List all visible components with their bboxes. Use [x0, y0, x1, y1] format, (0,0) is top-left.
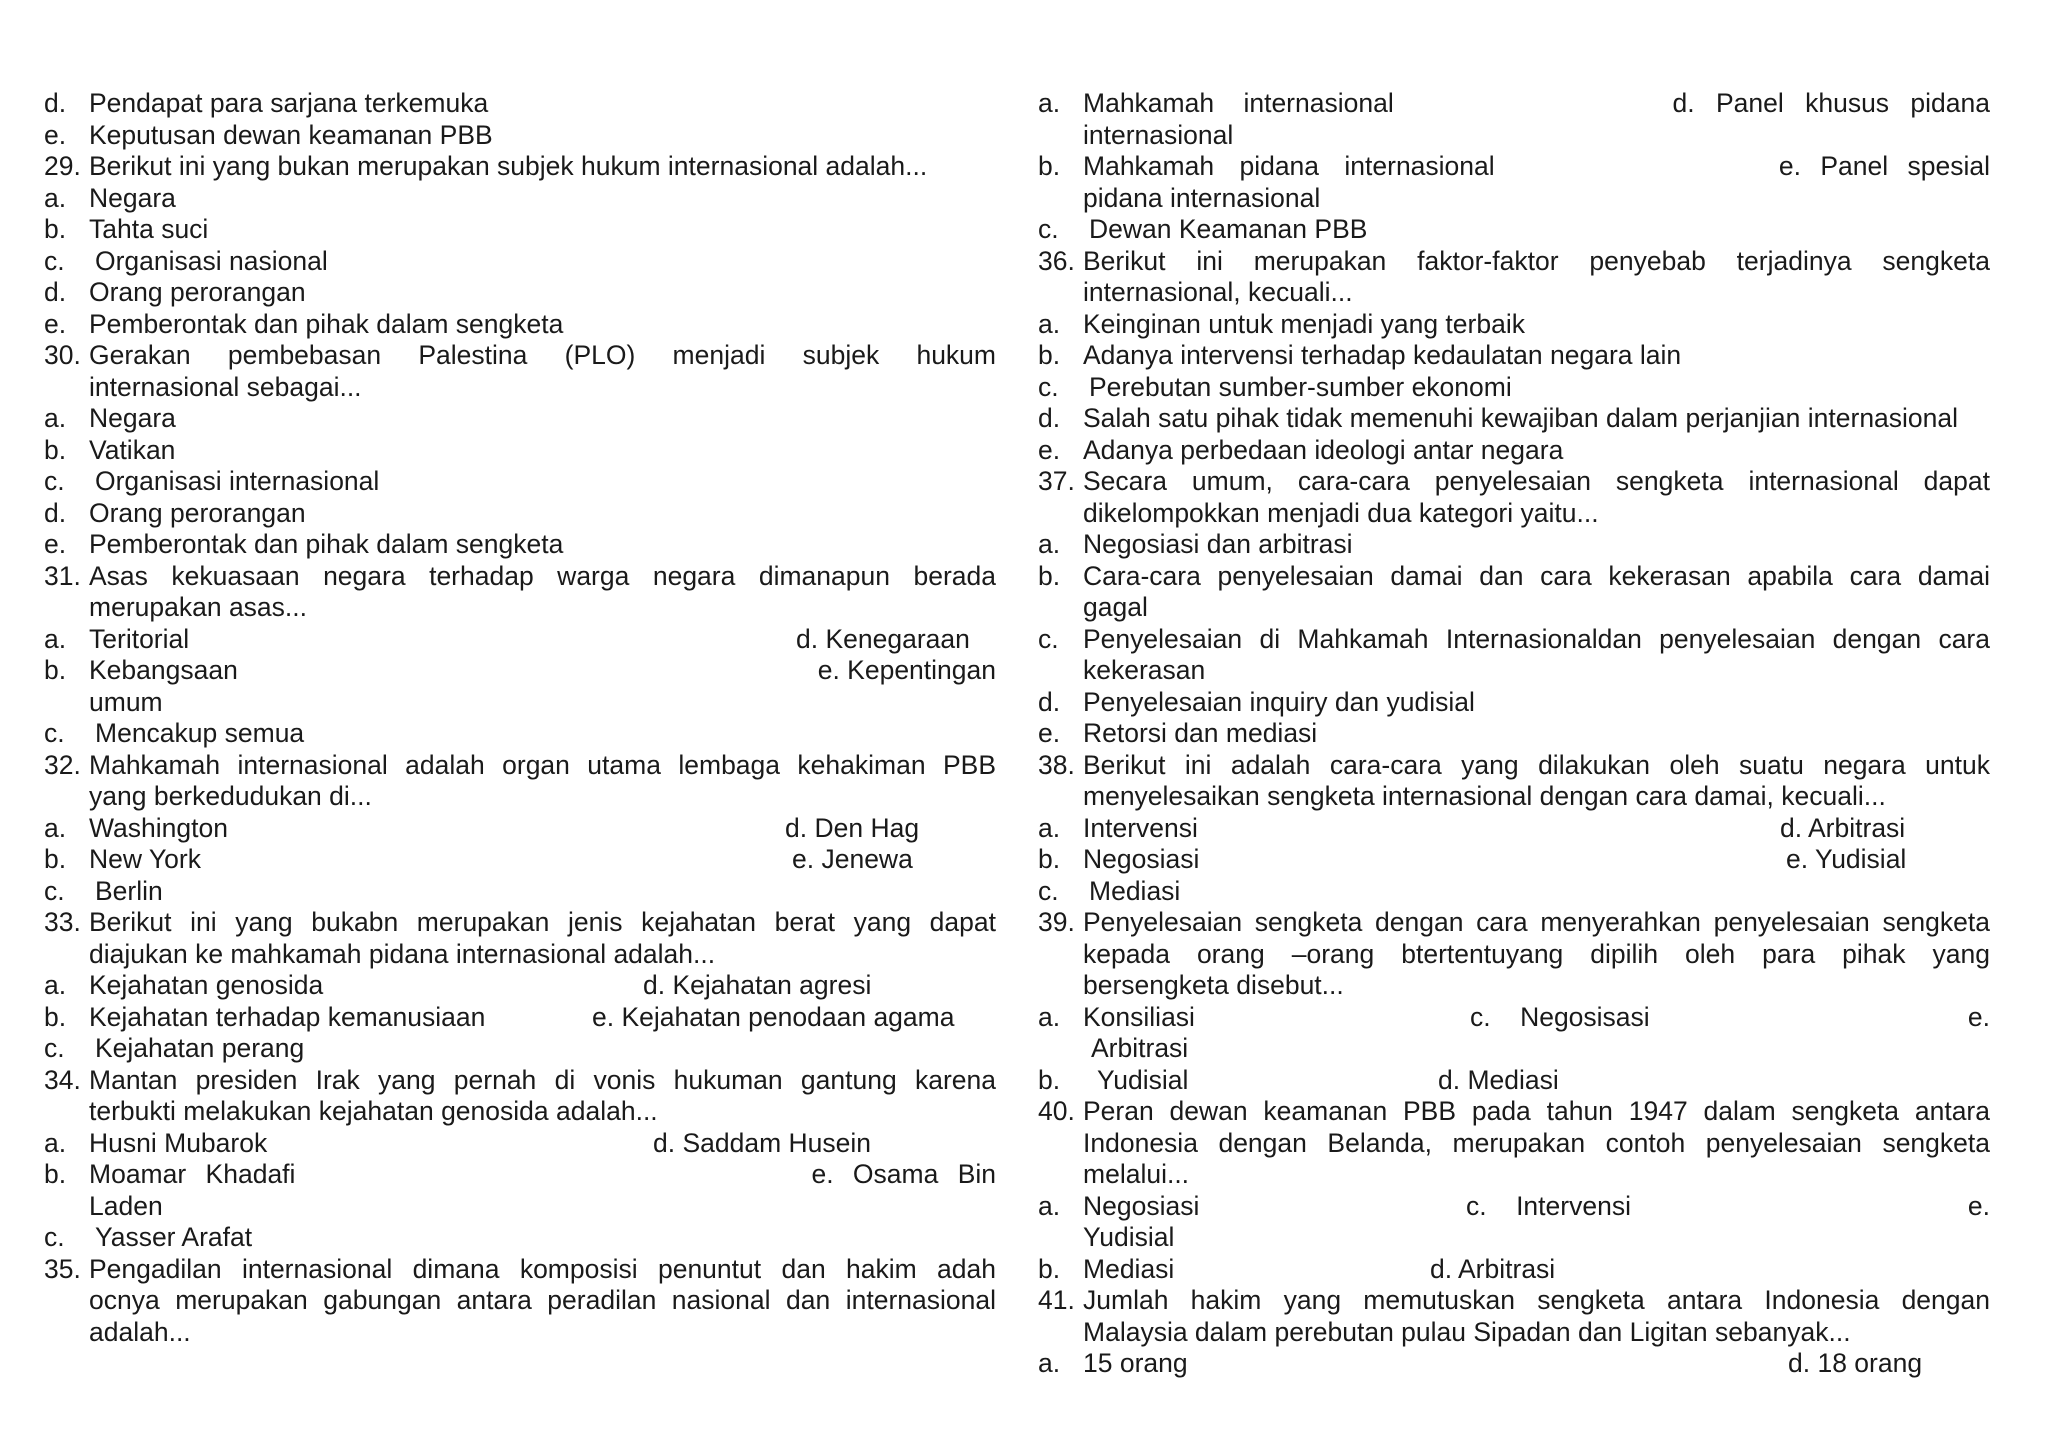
option-marker: c. [44, 875, 65, 906]
question-35-cont2 [44, 1317, 996, 1349]
option-text: Intervensi [1083, 812, 1198, 843]
option-text: e. Yudisial [1786, 844, 1907, 874]
option-text: Perebutan sumber-sumber ekonomi [1089, 371, 1512, 402]
question-39-cont [1038, 939, 1990, 971]
question-40 [1038, 1096, 1990, 1128]
option-text: c. Negosisasi [1470, 1001, 1650, 1032]
option-text: New York [89, 844, 201, 874]
option-marker: a. [44, 1127, 67, 1158]
question-text: adalah... [89, 1316, 191, 1347]
question-30-cont [44, 372, 996, 404]
option-marker: b. [1038, 1253, 1061, 1284]
option-37a [1038, 529, 1990, 561]
question-number: 38. [1038, 749, 1075, 780]
option-marker: b. [1038, 844, 1061, 874]
option-31b [44, 655, 996, 687]
option-marker: e. [1967, 1190, 1990, 1221]
option-text: gagal [1083, 592, 1148, 622]
question-text: Mantan presiden Irak yang pernah di vonis hukuman gantung karena [89, 1064, 996, 1095]
question-37-cont [1038, 498, 1990, 530]
question-39 [1038, 907, 1990, 939]
option-40a-cont [1038, 1222, 1990, 1254]
question-number: 36. [1038, 245, 1075, 276]
question-text: Mahkamah internasional adalah organ utama lembaga kehakiman PBB [89, 749, 996, 780]
option-37c-cont [1038, 655, 1990, 687]
option-text: Keinginan untuk menjadi yang terbaik [1083, 308, 1525, 339]
question-35-cont [44, 1285, 996, 1317]
option-30d [44, 498, 996, 530]
option-30b [44, 435, 996, 467]
question-text: Indonesia dengan Belanda, merupakan contoh penyelesaian sengketa [1083, 1127, 1990, 1158]
option-40a [1038, 1191, 1990, 1223]
option-text: d. Saddam Husein [653, 1127, 872, 1158]
option-text: 15 orang [1083, 1348, 1188, 1378]
option-text: Moamar Khadafi [89, 1159, 296, 1189]
option-28d [44, 88, 996, 120]
option-text: Organisasi internasional [95, 466, 380, 496]
question-text: Peran dewan keamanan PBB pada tahun 1947 dalam sengketa antara [1083, 1096, 1990, 1126]
option-text: e. Panel spesial [1778, 151, 1990, 181]
option-37b-cont [1038, 592, 1990, 624]
option-36d [1038, 403, 1990, 435]
option-text: Penyelesaian inquiry dan yudisial [1083, 686, 1475, 717]
option-36a [1038, 309, 1990, 341]
option-text: Yudisial [1097, 1064, 1189, 1095]
option-text: Tahta suci [89, 214, 209, 244]
question-number: 35. [44, 1253, 81, 1284]
option-text: Pemberontak dan pihak dalam sengketa [89, 529, 564, 559]
option-text: pidana internasional [1083, 182, 1321, 213]
option-text: d. Den Hag [785, 812, 920, 843]
option-37b [1038, 561, 1990, 593]
option-34a [44, 1128, 996, 1160]
option-text: kekerasan [1083, 655, 1206, 685]
option-marker: c. [44, 1033, 65, 1063]
option-marker: e. [44, 529, 67, 559]
question-40-cont2 [1038, 1159, 1990, 1191]
question-36-cont [1038, 277, 1990, 309]
right-column [1038, 88, 1990, 1380]
option-text: umum [89, 686, 163, 717]
option-text: d. Arbitrasi [1430, 1253, 1556, 1284]
option-35b-cont [1038, 183, 1990, 215]
question-number: 41. [1038, 1285, 1075, 1315]
option-marker: a. [1038, 812, 1061, 843]
option-text: Husni Mubarok [89, 1127, 268, 1158]
option-31a [44, 624, 996, 656]
option-33b [44, 1002, 996, 1034]
option-marker: e. [1038, 718, 1061, 748]
option-marker: e. [44, 119, 67, 150]
option-marker: b. [44, 434, 67, 465]
option-34b [44, 1159, 996, 1191]
question-34-cont [44, 1096, 996, 1128]
option-marker: d. [44, 277, 67, 307]
question-32-cont [44, 781, 996, 813]
option-33a [44, 970, 996, 1002]
question-number: 39. [1038, 907, 1075, 937]
option-36b [1038, 340, 1990, 372]
option-33c [44, 1033, 996, 1065]
option-text: d. Mediasi [1438, 1064, 1559, 1095]
option-29d [44, 277, 996, 309]
option-text: Mencakup semua [95, 718, 305, 748]
option-37e [1038, 718, 1990, 750]
question-text: yang berkedudukan di... [89, 781, 372, 811]
question-text: Berikut ini merupakan faktor-faktor penyebab terjadinya sengketa [1083, 245, 1990, 276]
option-text: Penyelesaian di Mahkamah Internasionaldan penyelesaian dengan cara [1083, 623, 1990, 654]
option-text: Dewan Keamanan PBB [1089, 214, 1368, 244]
option-text: c. Intervensi [1466, 1190, 1631, 1221]
option-38a [1038, 813, 1990, 845]
option-text: e. Jenewa [792, 844, 913, 874]
option-text: Teritorial [89, 623, 190, 654]
question-text: ocnya merupakan gabungan antara peradilan nasional dan internasional [89, 1285, 996, 1315]
option-marker: b. [1038, 151, 1061, 181]
option-text: Yudisial [1083, 1222, 1175, 1252]
question-40-cont [1038, 1128, 1990, 1160]
option-35a-cont [1038, 120, 1990, 152]
option-marker: d. [44, 497, 67, 528]
option-text: Orang perorangan [89, 277, 306, 307]
option-marker: a. [1038, 1348, 1061, 1378]
question-number: 37. [1038, 466, 1075, 496]
option-marker: b. [1038, 340, 1061, 370]
question-text: terbukti melakukan kejahatan genosida adalah... [89, 1096, 658, 1126]
option-28e [44, 120, 996, 152]
option-39a-cont [1038, 1033, 1990, 1065]
question-number: 34. [44, 1064, 81, 1095]
question-text: Penyelesaian sengketa dengan cara menyerahkan penyelesaian sengketa [1083, 907, 1990, 937]
option-29b [44, 214, 996, 246]
option-text: internasional [1083, 119, 1234, 150]
option-40b [1038, 1254, 1990, 1286]
option-31c [44, 718, 996, 750]
question-text: merupakan asas... [89, 592, 308, 622]
option-marker: e. [1967, 1001, 1990, 1032]
option-marker: a. [1038, 308, 1061, 339]
option-text: e. Kepentingan [817, 655, 996, 685]
option-marker: a. [1038, 88, 1061, 118]
question-text: kepada orang –orang btertentuyang dipilih oleh para pihak yang [1083, 938, 1990, 969]
option-30e [44, 529, 996, 561]
option-text: Negara [89, 403, 176, 433]
question-text: melalui... [1083, 1159, 1190, 1189]
question-31 [44, 561, 996, 593]
question-number: 40. [1038, 1096, 1075, 1126]
option-marker: c. [44, 245, 65, 276]
question-36 [1038, 246, 1990, 278]
option-text: e. Kejahatan penodaan agama [592, 1001, 955, 1032]
question-34 [44, 1065, 996, 1097]
option-30c [44, 466, 996, 498]
option-text: Kebangsaan [89, 655, 238, 685]
option-text: Negosiasi [1083, 844, 1200, 874]
option-text: Kejahatan terhadap kemanusiaan [89, 1001, 486, 1032]
question-text: dikelompokkan menjadi dua kategori yaitu... [1083, 497, 1599, 528]
question-number: 29. [44, 151, 81, 181]
option-41a [1038, 1348, 1990, 1380]
question-text: Malaysia dalam perebutan pulau Sipadan dan Ligitan sebanyak... [1083, 1316, 1851, 1347]
option-35c [1038, 214, 1990, 246]
option-text: Kejahatan perang [95, 1033, 305, 1063]
option-text: d. Kenegaraan [796, 623, 970, 654]
option-text: Orang perorangan [89, 497, 306, 528]
option-marker: a. [1038, 1190, 1061, 1221]
option-marker: c. [1038, 371, 1059, 402]
option-32b [44, 844, 996, 876]
option-marker: b. [44, 844, 67, 874]
option-text: d. 18 orang [1788, 1348, 1923, 1378]
option-29a [44, 183, 996, 215]
question-35 [44, 1254, 996, 1286]
question-30 [44, 340, 996, 372]
option-text: Mahkamah pidana internasional [1083, 151, 1495, 181]
option-text: Organisasi nasional [95, 245, 328, 276]
question-41 [1038, 1285, 1990, 1317]
option-text: Keputusan dewan keamanan PBB [89, 119, 493, 150]
option-text: d. Arbitrasi [1780, 812, 1906, 843]
left-column [44, 88, 996, 1348]
option-34c [44, 1222, 996, 1254]
option-marker: b. [44, 655, 67, 685]
option-marker: a. [44, 623, 67, 654]
option-text: d. Kejahatan agresi [643, 970, 872, 1000]
option-text: Kejahatan genosida [89, 970, 324, 1000]
option-text: e. Osama Bin [811, 1159, 996, 1189]
question-32 [44, 750, 996, 782]
question-number: 33. [44, 907, 81, 937]
option-marker: c. [44, 1222, 65, 1252]
option-marker: c. [1038, 214, 1059, 244]
option-text: Mahkamah internasional [1083, 88, 1394, 118]
question-text: menyelesaikan sengketa internasional dengan cara damai, kecuali... [1083, 781, 1886, 811]
option-36e [1038, 435, 1990, 467]
question-text: diajukan ke mahkamah pidana internasional adalah... [89, 938, 716, 969]
question-29 [44, 151, 996, 183]
option-text: Laden [89, 1190, 163, 1221]
question-text: Berikut ini yang bukan merupakan subjek hukum internasional adalah... [89, 151, 928, 181]
option-marker: c. [1038, 623, 1059, 654]
option-text: Mediasi [1089, 875, 1181, 906]
option-text: Vatikan [89, 434, 176, 465]
option-text: Adanya intervensi terhadap kedaulatan negara lain [1083, 340, 1682, 370]
option-text: Retorsi dan mediasi [1083, 718, 1318, 748]
option-32a [44, 813, 996, 845]
option-31b-cont [44, 687, 996, 719]
option-marker: e. [44, 308, 67, 339]
option-37d [1038, 687, 1990, 719]
option-marker: d. [1038, 403, 1061, 433]
option-marker: b. [44, 214, 67, 244]
option-38b [1038, 844, 1990, 876]
option-text: Negara [89, 182, 176, 213]
option-text: d. Panel khusus pidana [1672, 88, 1990, 118]
option-text: Salah satu pihak tidak memenuhi kewajiban dalam perjanjian internasional [1083, 403, 1959, 433]
option-text: Konsiliasi [1083, 1001, 1195, 1032]
question-text: Pengadilan internasional dimana komposisi penuntut dan hakim adah [89, 1253, 996, 1284]
option-39a [1038, 1002, 1990, 1034]
option-marker: a. [44, 182, 67, 213]
option-marker: d. [1038, 686, 1061, 717]
question-number: 30. [44, 340, 81, 370]
option-marker: b. [1038, 1064, 1061, 1095]
question-text: Berikut ini adalah cara-cara yang dilakukan oleh suatu negara untuk [1083, 749, 1990, 780]
option-marker: a. [1038, 1001, 1061, 1032]
question-text: Secara umum, cara-cara penyelesaian sengketa internasional dapat [1083, 466, 1990, 496]
option-marker: b. [44, 1159, 67, 1189]
option-marker: a. [44, 970, 67, 1000]
question-text: internasional sebagai... [89, 371, 362, 402]
option-29e [44, 309, 996, 341]
option-text: Cara-cara penyelesaian damai dan cara kekerasan apabila cara damai [1083, 560, 1990, 591]
option-text: Arbitrasi [1091, 1033, 1189, 1063]
option-text: Yasser Arafat [95, 1222, 253, 1252]
option-text: Negosiasi [1083, 1190, 1200, 1221]
option-38c [1038, 876, 1990, 908]
question-number: 31. [44, 560, 81, 591]
question-33 [44, 907, 996, 939]
option-text: Berlin [95, 875, 163, 906]
question-text: internasional, kecuali... [1083, 277, 1353, 307]
option-text: Negosiasi dan arbitrasi [1083, 529, 1353, 559]
question-38 [1038, 750, 1990, 782]
question-39-cont2 [1038, 970, 1990, 1002]
question-37 [1038, 466, 1990, 498]
option-marker: c. [44, 718, 65, 748]
option-30a [44, 403, 996, 435]
question-text: Asas kekuasaan negara terhadap warga negara dimanapun berada [89, 560, 996, 591]
option-marker: c. [44, 466, 65, 496]
option-text: Mediasi [1083, 1253, 1175, 1284]
option-marker: e. [1038, 434, 1061, 465]
option-marker: a. [44, 403, 67, 433]
option-29c [44, 246, 996, 278]
question-38-cont [1038, 781, 1990, 813]
question-33-cont [44, 939, 996, 971]
option-34b-cont [44, 1191, 996, 1223]
option-marker: a. [44, 812, 67, 843]
option-35b [1038, 151, 1990, 183]
option-36c [1038, 372, 1990, 404]
option-text: Adanya perbedaan ideologi antar negara [1083, 434, 1564, 465]
question-text: bersengketa disebut... [1083, 970, 1344, 1000]
question-text: Jumlah hakim yang memutuskan sengketa antara Indonesia dengan [1083, 1285, 1990, 1315]
option-marker: b. [1038, 560, 1061, 591]
question-41-cont [1038, 1317, 1990, 1349]
option-text: Pemberontak dan pihak dalam sengketa [89, 308, 564, 339]
option-text: Washington [89, 812, 228, 843]
option-marker: d. [44, 88, 67, 118]
question-31-cont [44, 592, 996, 624]
question-text: Gerakan pembebasan Palestina (PLO) menjadi subjek hukum [89, 340, 996, 370]
option-text: Pendapat para sarjana terkemuka [89, 88, 489, 118]
option-37c [1038, 624, 1990, 656]
option-marker: c. [1038, 875, 1059, 906]
question-text: Berikut ini yang bukabn merupakan jenis kejahatan berat yang dapat [89, 907, 996, 937]
option-marker: b. [44, 1001, 67, 1032]
option-32c [44, 876, 996, 908]
option-35a [1038, 88, 1990, 120]
question-number: 32. [44, 749, 81, 780]
option-marker: a. [1038, 529, 1061, 559]
option-39b [1038, 1065, 1990, 1097]
